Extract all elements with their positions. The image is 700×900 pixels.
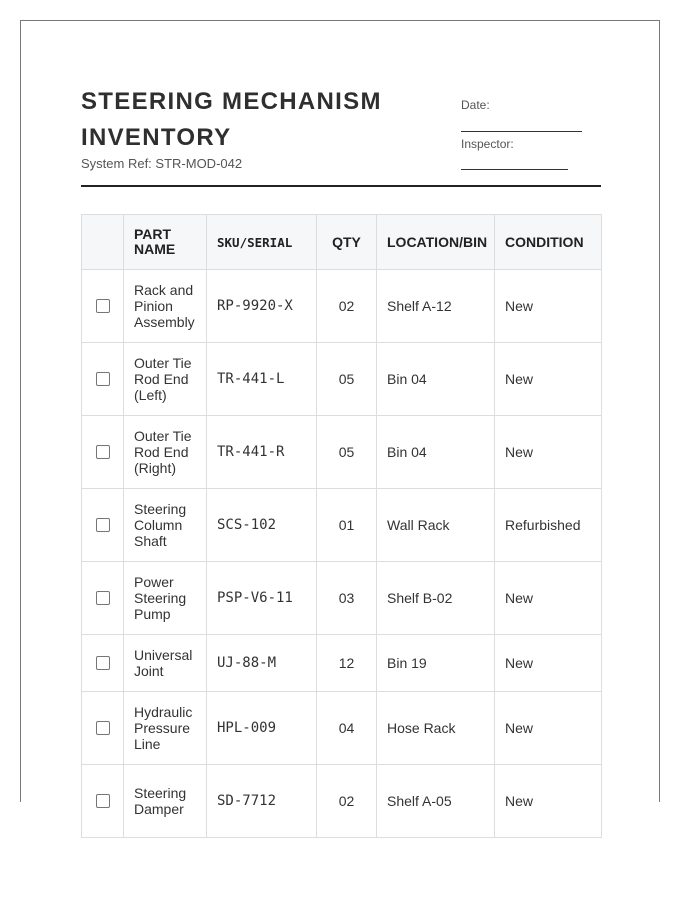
- row-checkbox[interactable]: [96, 794, 110, 808]
- sku-cell: RP-9920-X: [207, 270, 317, 343]
- condition-header: CONDITION: [495, 215, 602, 270]
- qty-header: QTY: [317, 215, 377, 270]
- location-cell: Shelf B-02: [377, 562, 495, 635]
- sku-cell: UJ-88-M: [207, 635, 317, 692]
- condition-cell: New: [495, 416, 602, 489]
- table-row: [82, 270, 602, 343]
- location-cell: Shelf A-05: [377, 765, 495, 838]
- qty-cell: 02: [317, 765, 377, 838]
- condition-cell: Refurbished: [495, 489, 602, 562]
- qty-cell: 02: [317, 270, 377, 343]
- condition-cell: New: [495, 692, 602, 765]
- location-cell: Shelf A-12: [377, 270, 495, 343]
- row-checkbox[interactable]: [96, 656, 110, 670]
- sku-cell: HPL-009: [207, 692, 317, 765]
- location-cell: Bin 04: [377, 416, 495, 489]
- sku-cell: SD-7712: [207, 765, 317, 838]
- select-column-header: [82, 215, 124, 270]
- part-name-cell: Outer Tie Rod End (Left): [124, 343, 207, 416]
- document-title: STEERING MECHANISM INVENTORY: [81, 88, 382, 151]
- part-name-cell: Hydraulic Pressure Line: [124, 692, 207, 765]
- part-name-cell: Steering Column Shaft: [124, 489, 207, 562]
- table-row: [82, 343, 602, 416]
- location-cell: Wall Rack: [377, 489, 495, 562]
- table-row: [82, 416, 602, 489]
- qty-cell: 01: [317, 489, 377, 562]
- system-reference: System Ref: STR-MOD-042: [81, 156, 243, 171]
- document-header: [81, 81, 601, 187]
- table-header-row: [82, 215, 602, 270]
- row-checkbox[interactable]: [96, 445, 110, 459]
- sku-cell: TR-441-L: [207, 343, 317, 416]
- inspector-label: Inspector:: [461, 137, 514, 151]
- inventory-table: [81, 214, 602, 838]
- qty-cell: 04: [317, 692, 377, 765]
- row-checkbox[interactable]: [96, 518, 110, 532]
- sku-cell: PSP-V6-11: [207, 562, 317, 635]
- part-name-cell: Universal Joint: [124, 635, 207, 692]
- table-row: [82, 562, 602, 635]
- date-field[interactable]: [461, 131, 582, 132]
- location-cell: Hose Rack: [377, 692, 495, 765]
- row-checkbox[interactable]: [96, 591, 110, 605]
- part-name-cell: Outer Tie Rod End (Right): [124, 416, 207, 489]
- qty-cell: 05: [317, 343, 377, 416]
- row-checkbox[interactable]: [96, 721, 110, 735]
- condition-cell: New: [495, 343, 602, 416]
- sku-header: SKU/SERIAL: [207, 215, 317, 270]
- location-header: LOCATION/BIN: [377, 215, 495, 270]
- table-row: [82, 635, 602, 692]
- qty-cell: 12: [317, 635, 377, 692]
- qty-cell: 05: [317, 416, 377, 489]
- date-label: Date:: [461, 98, 490, 112]
- part-name-cell: Steering Damper: [124, 765, 207, 838]
- condition-cell: New: [495, 270, 602, 343]
- location-cell: Bin 04: [377, 343, 495, 416]
- sku-cell: SCS-102: [207, 489, 317, 562]
- sku-cell: TR-441-R: [207, 416, 317, 489]
- table-row: [82, 692, 602, 765]
- row-checkbox[interactable]: [96, 372, 110, 386]
- part-name-header: PART NAME: [124, 215, 207, 270]
- table-row: [82, 489, 602, 562]
- condition-cell: New: [495, 635, 602, 692]
- row-checkbox[interactable]: [96, 299, 110, 313]
- qty-cell: 03: [317, 562, 377, 635]
- part-name-cell: Power Steering Pump: [124, 562, 207, 635]
- inventory-sheet: [20, 20, 660, 817]
- part-name-cell: Rack and Pinion Assembly: [124, 270, 207, 343]
- condition-cell: New: [495, 765, 602, 838]
- inspector-field[interactable]: [461, 169, 568, 170]
- condition-cell: New: [495, 562, 602, 635]
- location-cell: Bin 19: [377, 635, 495, 692]
- table-row: [82, 765, 602, 838]
